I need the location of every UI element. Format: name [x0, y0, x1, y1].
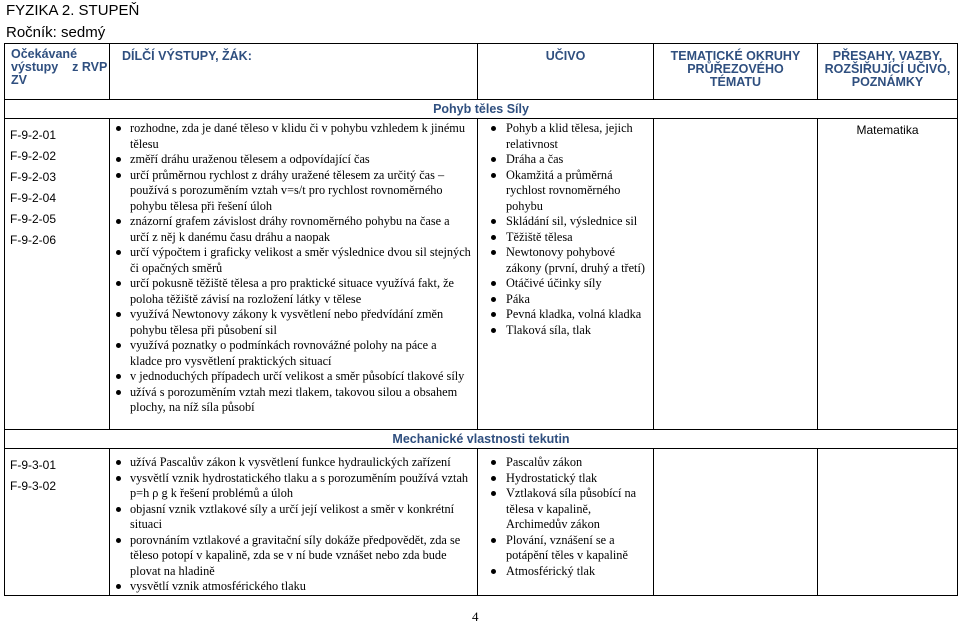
output-item: v jednoduchých případech určí velikost a směr působící tlakové síly — [130, 369, 471, 385]
section-title-fluids: Mechanické vlastnosti tekutin — [5, 430, 958, 449]
content-item: Pevná kladka, volná kladka — [506, 307, 649, 323]
header-thematic-line: TÉMATU — [709, 75, 762, 89]
relations-cell — [818, 449, 958, 596]
content-item: Hydrostatický tlak — [506, 471, 649, 487]
output-item: využívá poznatky o podmínkách rovnovážné polohy na páce a kladce pro vysvětlení praktických situací — [130, 338, 471, 369]
grade-subtitle: Ročník: sedmý — [6, 24, 106, 41]
code: F-9-2-03 — [10, 170, 57, 184]
output-item: určí výpočtem i graficky velikost a směr výslednice dvou sil stejných či opačných směrů — [130, 245, 471, 275]
relations-cell: Matematika — [818, 119, 958, 430]
content-item: Páka — [506, 292, 649, 308]
outputs-list — [110, 119, 477, 416]
output-item: porovnáním vztlakové a gravitační síly dokáže předpovědět, zda se těleso potopí v kapalině, zda se v ní bude vznášet nebo zda bude plovat na hladině — [130, 533, 471, 580]
code: F-9-2-05 — [10, 212, 57, 226]
output-item: změří dráhu uraženou tělesem a odpovídající čas — [130, 152, 471, 168]
output-item: určí pokusně těžiště tělesa a pro praktické situace využívá fakt, že poloha těžiště závisí na rozložení látky v tělese — [130, 276, 471, 307]
header-overlaps-line: PŘESAHY, VAZBY, — [832, 49, 943, 63]
content-item: Otáčivé účinky síly — [506, 276, 649, 292]
section-body-fluids — [5, 449, 958, 596]
content-item: Pohyb a klid tělesa, jejich relativnost — [506, 121, 649, 152]
outputs-cell — [110, 449, 478, 596]
thematic-cell — [654, 449, 818, 596]
header-expected-line: ZV — [11, 73, 27, 87]
curriculum-table — [4, 43, 958, 596]
header-thematic — [654, 44, 818, 100]
code: F-9-3-01 — [10, 458, 57, 472]
output-item: užívá s porozuměním vztah mezi tlakem, takovou silou a obsahem plochy, na níž síla působí — [130, 385, 471, 416]
content-item: Pascalův zákon — [506, 455, 649, 471]
content-list — [478, 449, 653, 579]
content-item: Newtonovy pohybové zákony (první, druhý a třetí) — [506, 245, 649, 276]
thematic-cell — [654, 119, 818, 430]
content-item: Plování, vznášení se a potápění těles v kapalině — [506, 533, 649, 564]
page-title: FYZIKA 2. STUPEŇ — [6, 2, 140, 19]
output-item: rozhodne, zda je dané těleso v klidu či v pohybu vzhledem k jinému tělesu — [130, 121, 471, 152]
header-row — [5, 44, 958, 100]
code: F-9-3-02 — [10, 479, 57, 493]
content-item: Vztlaková síla působící na tělesa v kapalině, Archimedův zákon — [506, 486, 649, 533]
content-cell — [478, 119, 654, 430]
content-cell — [478, 449, 654, 596]
section-body-motion — [5, 119, 958, 430]
header-expected-line: Očekávané — [11, 47, 78, 61]
output-item: vysvětlí vznik hydrostatického tlaku a s porozuměním používá vztah p=h ρ g k řešení problémů a úloh — [130, 471, 471, 502]
output-item: určí průměrnou rychlost z dráhy uražené tělesem za určitý čas – používá s porozuměním vztah v=s/t pro rychlost rovnoměrného pohybu tělesa při řešení úloh — [130, 168, 471, 215]
output-item: užívá Pascalův zákon k vysvětlení funkce hydraulických zařízení — [130, 455, 471, 471]
codes-cell — [5, 119, 110, 430]
page-number: 4 — [472, 609, 479, 624]
content-item: Skládání sil, výslednice sil — [506, 214, 649, 230]
section-row — [5, 100, 958, 119]
code: F-9-2-02 — [10, 149, 57, 163]
output-item: znázorní grafem závislost dráhy rovnoměrného pohybu na čase a určí z něj k danému času dráhu a naopak — [130, 214, 471, 245]
output-item: objasní vznik vztlakové síly a určí její velikost a směr v konkrétní situaci — [130, 502, 471, 533]
output-item: využívá Newtonovy zákony k vysvětlení nebo předvídání změn pohybu tělesa při působení sil — [130, 307, 471, 338]
codes-cell — [5, 449, 110, 596]
content-item: Dráha a čas — [506, 152, 649, 168]
outputs-list — [110, 449, 477, 595]
code: F-9-2-06 — [10, 233, 57, 247]
header-thematic-line: TEMATICKÉ OKRUHY — [670, 49, 801, 63]
outputs-cell — [110, 119, 478, 430]
header-expected-line: výstupy z RVP — [11, 60, 108, 74]
header-content: UČIVO — [478, 44, 654, 100]
header-expected-outputs — [5, 44, 110, 100]
header-overlaps-line: POZNÁMKY — [851, 75, 924, 89]
content-list — [478, 119, 653, 338]
header-thematic-line: PRŮŘEZOVÉHO — [687, 62, 784, 76]
output-item: vysvětlí vznik atmosférického tlaku — [130, 579, 471, 595]
content-item: Těžiště tělesa — [506, 230, 649, 246]
header-overlaps — [818, 44, 958, 100]
section-row — [5, 430, 958, 449]
content-item: Atmosférický tlak — [506, 564, 649, 580]
code: F-9-2-04 — [10, 191, 57, 205]
section-title-motion: Pohyb těles Síly — [5, 100, 958, 119]
code: F-9-2-01 — [10, 128, 57, 142]
header-partial-outputs: DÍLČÍ VÝSTUPY, ŽÁK: — [110, 44, 478, 100]
content-item: Okamžitá a průměrná rychlost rovnoměrného pohybu — [506, 168, 649, 215]
header-overlaps-line: ROZŠIŘUJÍCÍ UČIVO, — [824, 62, 951, 76]
content-item: Tlaková síla, tlak — [506, 323, 649, 339]
